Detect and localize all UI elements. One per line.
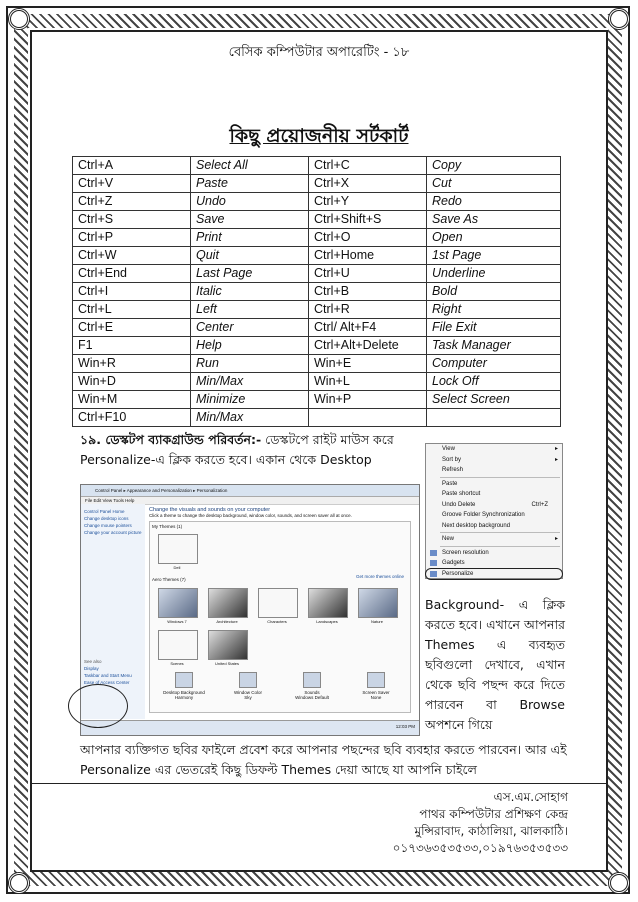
option-icon: [303, 672, 321, 688]
shortcut-action: Min/Max: [191, 409, 309, 427]
shortcut-action: Center: [191, 319, 309, 337]
shortcut-key: Ctrl+C: [309, 157, 427, 175]
context-menu-label: New: [442, 536, 455, 542]
shortcut-table: [72, 156, 561, 427]
table-row: [73, 157, 561, 175]
see-also-label: See also: [84, 659, 102, 664]
table-row: [73, 229, 561, 247]
get-more-themes-link[interactable]: Get more themes online: [355, 574, 404, 579]
paragraph-intro: [80, 430, 420, 470]
context-menu-item[interactable]: [426, 558, 562, 569]
shortcut-action: Task Manager: [427, 337, 561, 355]
shortcut-action: Lock Off: [427, 373, 561, 391]
option-value: Sky: [244, 695, 252, 700]
my-themes-label: My Themes (1): [152, 524, 183, 529]
taskbar: [81, 720, 419, 735]
address: মুন্সিরাবাদ, কাঠালিয়া, ঝালকাঠি।: [414, 824, 568, 838]
theme-thumbnail[interactable]: [208, 630, 248, 660]
option-label: Sounds: [304, 690, 320, 695]
left-pane-link[interactable]: Change mouse pointers: [84, 523, 132, 528]
context-menu-item[interactable]: [426, 465, 562, 476]
shortcut-key: Win+M: [73, 391, 191, 409]
see-also-link[interactable]: Taskbar and Start Menu: [84, 673, 132, 678]
table-row: [73, 283, 561, 301]
theme-thumbnail[interactable]: [308, 588, 348, 618]
clock: 12:03 PM: [395, 724, 415, 729]
context-menu-item[interactable]: [426, 479, 562, 490]
paragraph-side: Background- এ ক্লিক করতে হবে। এখানে আপনার Themes এ ব্যবহৃত ছবিগুলো দেখাবে, এখান থেকে ছবি পছন্দ করে দিতে পারবেন বা Browse অপশনে গিয়ে: [425, 597, 565, 732]
shortcut-action: Copy: [427, 157, 561, 175]
option-icon: [367, 672, 385, 688]
spacer: [84, 537, 142, 657]
shortcut-action: Undo: [191, 193, 309, 211]
see-also-link[interactable]: Display: [84, 666, 99, 671]
shortcut-action: 1st Page: [427, 247, 561, 265]
shortcut-action: Cut: [427, 175, 561, 193]
highlight-circle: [68, 684, 128, 728]
shortcut-key: Ctrl+U: [309, 265, 427, 283]
shortcut-key: [309, 409, 427, 427]
table-row: [73, 265, 561, 283]
option-value: Harmony: [174, 695, 194, 700]
shortcut-action: Quit: [191, 247, 309, 265]
shortcut-key: Ctrl+I: [73, 283, 191, 301]
table-row: [73, 211, 561, 229]
shortcut-action: Min/Max: [191, 373, 309, 391]
menu-item-icon: [430, 550, 437, 556]
context-menu-label: Groove Folder Synchronization: [442, 512, 525, 518]
context-menu-item[interactable]: [426, 444, 562, 455]
shortcut-key: Ctrl/ Alt+F4: [309, 319, 427, 337]
context-menu-item[interactable]: [426, 548, 562, 559]
shortcut-key: Ctrl+W: [73, 247, 191, 265]
table-row: [73, 355, 561, 373]
shortcut-action: Left: [191, 301, 309, 319]
theme-caption: Characters: [267, 619, 287, 624]
shortcut-action: Italic: [191, 283, 309, 301]
submenu-arrow-icon: ▸: [554, 536, 558, 542]
context-menu-item[interactable]: [426, 521, 562, 532]
option-value: None: [370, 695, 382, 700]
shortcut-key: Ctrl+A: [73, 157, 191, 175]
shortcut-action: Redo: [427, 193, 561, 211]
shortcut-key: Ctrl+X: [309, 175, 427, 193]
shortcut-action: Paste: [191, 175, 309, 193]
shortcut-key: Ctrl+F10: [73, 409, 191, 427]
corner-ornament: [608, 872, 630, 894]
shortcut-action: Last Page: [191, 265, 309, 283]
table-row: [73, 193, 561, 211]
shortcut-key: Ctrl+Alt+Delete: [309, 337, 427, 355]
context-menu-label: Screen resolution: [442, 549, 489, 556]
theme-caption: Dell: [173, 565, 181, 570]
submenu-arrow-icon: ▸: [554, 456, 558, 463]
menu-item-icon: [430, 560, 437, 566]
corner-ornament: [8, 872, 30, 894]
shortcut-action: Select All: [191, 157, 309, 175]
context-menu-label: Gadgets: [442, 560, 465, 566]
theme-thumbnail[interactable]: [158, 534, 198, 564]
page-header: বেসিক কম্পিউটার অপারেটিং - ১৮: [228, 45, 410, 60]
shortcut-hint: Ctrl+Z: [531, 501, 548, 508]
menu-separator: [440, 546, 560, 547]
option-icon: [175, 672, 193, 688]
shortcut-action: Save As: [427, 211, 561, 229]
menu-separator: [440, 532, 560, 533]
shortcut-key: Win+D: [73, 373, 191, 391]
aero-themes-label: Aero Themes (7): [152, 577, 186, 582]
window-breadcrumb: Control Panel ▸ Appearance and Personalization ▸ Personalization: [81, 485, 419, 497]
institute-name: পাথর কম্পিউটার প্রশিক্ষণ কেন্দ্র: [419, 807, 568, 821]
corner-ornament: [608, 8, 630, 30]
step-heading: ১৯. ডেস্কটপ ব্যাকগ্রাউন্ড পরিবর্তন:-: [80, 432, 262, 447]
theme-caption: Nature: [370, 619, 383, 624]
context-menu-item[interactable]: [426, 569, 562, 580]
shortcut-action: Save: [191, 211, 309, 229]
shortcut-action: [427, 409, 561, 427]
context-menu-label: Paste: [442, 480, 458, 487]
theme-thumbnail[interactable]: [158, 630, 198, 660]
menu-item-icon: [430, 571, 437, 577]
theme-gallery: [149, 521, 411, 713]
theme-caption: Landscapes: [316, 619, 338, 624]
shortcut-action: Bold: [427, 283, 561, 301]
menu-separator: [440, 477, 560, 478]
shortcut-action: Open: [427, 229, 561, 247]
shortcut-key: Ctrl+Z: [73, 193, 191, 211]
shortcut-key: F1: [73, 337, 191, 355]
shortcut-key: Ctrl+Home: [309, 247, 427, 265]
context-menu-item[interactable]: [426, 489, 562, 500]
context-menu-item[interactable]: [426, 534, 562, 545]
shortcut-key: Win+P: [309, 391, 427, 409]
shortcut-key: Ctrl+V: [73, 175, 191, 193]
theme-caption: United States: [214, 661, 239, 666]
theme-thumbnail[interactable]: [258, 588, 298, 618]
shortcut-key: Ctrl+S: [73, 211, 191, 229]
theme-caption: Scenes: [170, 661, 184, 666]
personalize-option[interactable]: [284, 672, 340, 700]
shortcut-action: File Exit: [427, 319, 561, 337]
shortcut-action: Select Screen: [427, 391, 561, 409]
paragraph-bottom: আপনার ব্যক্তিগত ছবির ফাইলে প্রবেশ করে আপনার পছন্দের ছবি ব্যবহার করতে পারবেন। আর এই Personalize এর ভেতরেই কিছু ডিফল্ট Themes দেয়া আছে যা আপনি চাইলে: [80, 742, 567, 777]
table-row: [73, 391, 561, 409]
context-menu-label: Personalize: [442, 570, 474, 577]
personalize-option[interactable]: [220, 672, 276, 700]
context-menu-label: Sort by: [442, 456, 462, 463]
shortcut-key: Win+L: [309, 373, 427, 391]
table-row: [73, 301, 561, 319]
option-label: Desktop Background: [163, 690, 205, 695]
shortcut-key: Ctrl+E: [73, 319, 191, 337]
shortcut-key: Ctrl+Y: [309, 193, 427, 211]
shortcut-action: Run: [191, 355, 309, 373]
personalize-option[interactable]: [348, 672, 404, 700]
option-icon: [239, 672, 257, 688]
shortcut-key: Ctrl+B: [309, 283, 427, 301]
author-name: এস.এম.সোহাগ: [493, 790, 568, 804]
context-menu-item[interactable]: [426, 510, 562, 521]
context-menu-label: Refresh: [442, 467, 464, 473]
context-menu-item[interactable]: [426, 455, 562, 466]
shortcut-action: Computer: [427, 355, 561, 373]
left-pane-link[interactable]: Change desktop icons: [84, 516, 129, 521]
shortcut-key: Ctrl+R: [309, 301, 427, 319]
theme-thumbnail[interactable]: [158, 588, 198, 618]
personalize-option[interactable]: [156, 672, 212, 700]
left-pane-link[interactable]: Control Panel Home: [84, 509, 125, 514]
shortcut-action: Print: [191, 229, 309, 247]
shortcut-key: Ctrl+L: [73, 301, 191, 319]
see-also-link[interactable]: Ease of Access Center: [84, 680, 130, 685]
context-menu-label: Next desktop background: [442, 522, 511, 529]
option-label: Screen Saver: [362, 690, 390, 695]
paragraph-text: ডেস্কটপে রাইট মাউস করে Personalize-এ ক্লিক করতে হবে। একান থেকে Desktop: [80, 432, 394, 467]
theme-caption: Windows 7: [167, 619, 187, 624]
personalization-window: [80, 484, 420, 736]
section-title: কিছু প্রয়োজনীয় সর্টকার্ট: [229, 125, 409, 147]
window-main-pane: [149, 507, 415, 719]
window-heading: Change the visuals and sounds on your computer: [149, 507, 271, 513]
shortcut-key: Ctrl+O: [309, 229, 427, 247]
theme-thumbnail[interactable]: [358, 588, 398, 618]
corner-ornament: [8, 8, 30, 30]
table-row: [73, 247, 561, 265]
shortcut-action: Help: [191, 337, 309, 355]
shortcut-action: Underline: [427, 265, 561, 283]
submenu-arrow-icon: ▸: [554, 446, 558, 452]
window-subtext: Click a theme to change the desktop background, window color, sounds, and screen saver all at once.: [149, 513, 352, 518]
shortcut-key: Ctrl+P: [73, 229, 191, 247]
table-row: [73, 373, 561, 391]
option-label: Window Color: [233, 690, 262, 695]
footer-divider: [30, 783, 608, 784]
context-menu-label: Undo Delete: [442, 501, 476, 508]
context-menu-label: Paste shortcut: [442, 491, 481, 497]
shortcut-action: Right: [427, 301, 561, 319]
table-row: [73, 337, 561, 355]
left-pane-link[interactable]: Change your account picture: [84, 530, 142, 535]
window-menu-bar: File Edit View Tools Help: [81, 497, 419, 505]
table-row: [73, 319, 561, 337]
shortcut-key: Ctrl+End: [73, 265, 191, 283]
context-menu-item[interactable]: [426, 500, 562, 511]
shortcut-action: Minimize: [191, 391, 309, 409]
theme-caption: Architecture: [216, 619, 238, 624]
option-value: Windows Default: [295, 695, 329, 700]
theme-thumbnail[interactable]: [208, 588, 248, 618]
desktop-context-menu: [425, 443, 563, 579]
table-row: [73, 409, 561, 427]
shortcut-key: Win+E: [309, 355, 427, 373]
context-menu-label: View: [442, 446, 455, 452]
phone-numbers: ০১৭৩৬৩৫৩৫৩৩,০১৯৭৬৩৫৩৫৩৩: [392, 841, 568, 855]
shortcut-key: Win+R: [73, 355, 191, 373]
shortcut-key: Ctrl+Shift+S: [309, 211, 427, 229]
table-row: [73, 175, 561, 193]
